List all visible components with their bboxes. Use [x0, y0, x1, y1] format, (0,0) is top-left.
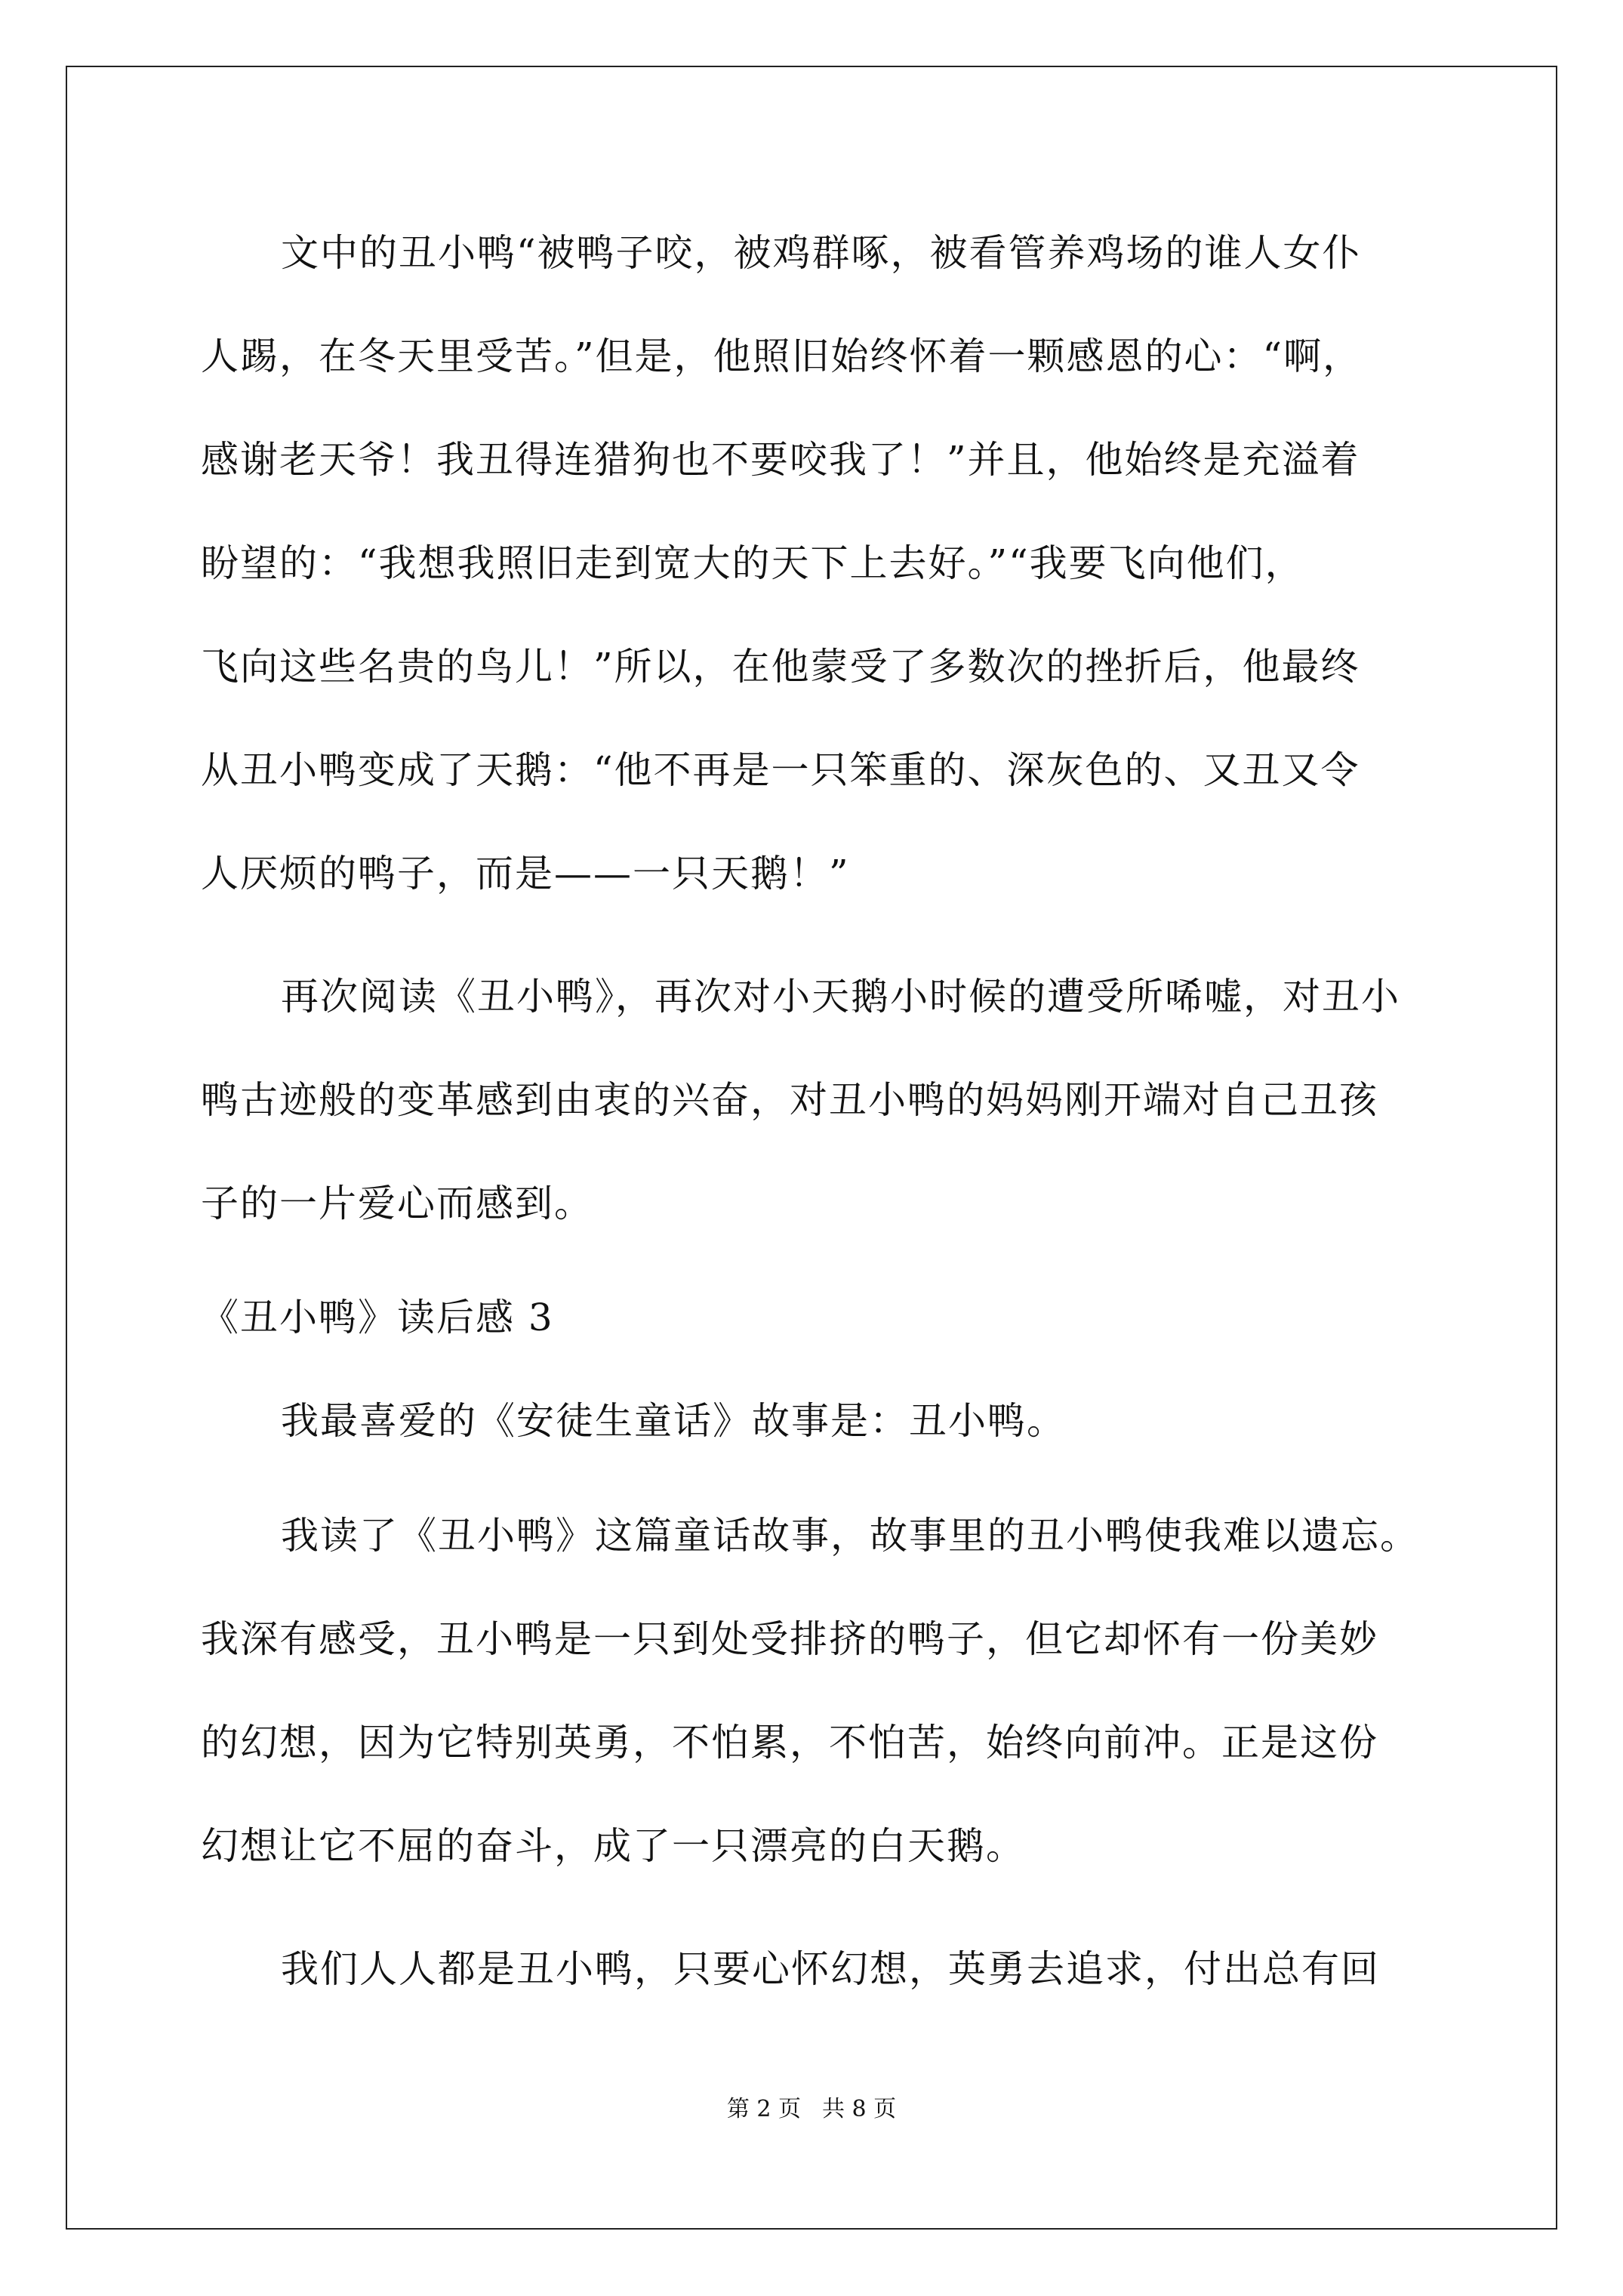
paragraph-line: 盼望的：“我想我照旧走到宽大的天下上去好。”“我要飞向他们， [201, 541, 1304, 585]
paragraph-line: 感谢老天爷！我丑得连猎狗也不要咬我了！”并且，他始终是充溢着 [201, 438, 1360, 482]
paragraph-line: 人踢，在冬天里受苦。”但是，他照旧始终怀着一颗感恩的心：“啊， [201, 334, 1363, 378]
paragraph-line: 人厌烦的鸭子，而是——一只天鹅！” [201, 852, 850, 895]
paragraph-line: 从丑小鸭变成了天鹅：“他不再是一只笨重的、深灰色的、又丑又令 [201, 748, 1360, 792]
paragraph-line: 鸭古迹般的变革感到由衷的兴奋，对丑小鸭的妈妈刚开端对自己丑孩 [201, 1078, 1378, 1122]
paragraph-line: 飞向这些名贵的鸟儿！”所以，在他蒙受了多数次的挫折后，他最终 [201, 645, 1360, 689]
paragraph-line: 再次阅读《丑小鸭》，再次对小天鹅小时候的遭受所唏嘘，对丑小 [281, 975, 1400, 1019]
page-footer [0, 2096, 1623, 2123]
paragraph-line: 子的一片爱心而感到。 [201, 1182, 593, 1225]
paragraph-line: 文中的丑小鸭“被鸭子咬，被鸡群啄，被看管养鸡场的谁人女仆 [281, 231, 1362, 275]
paragraph-line: 我读了《丑小鸭》这篇童话故事，故事里的丑小鸭使我难以遗忘。 [281, 1514, 1419, 1558]
paragraph-line: 我们人人都是丑小鸭，只要心怀幻想，英勇去追求，付出总有回 [281, 1947, 1380, 1991]
paragraph-line: 的幻想，因为它特别英勇，不怕累，不怕苦，始终向前冲。正是这份 [201, 1721, 1378, 1764]
page-total: 共 8 页 [822, 2096, 897, 2122]
paragraph-line: 幻想让它不屈的奋斗，成了一只漂亮的白天鹅。 [201, 1824, 1025, 1868]
page-number: 第 2 页 [726, 2096, 801, 2122]
section-heading: 《丑小鸭》读后感 3 [201, 1296, 554, 1339]
page-border [66, 66, 1557, 2230]
paragraph-line: 我最喜爱的《安徒生童话》故事是：丑小鸭。 [281, 1399, 1066, 1443]
paragraph-line: 我深有感受，丑小鸭是一只到处受排挤的鸭子，但它却怀有一份美妙 [201, 1617, 1378, 1661]
